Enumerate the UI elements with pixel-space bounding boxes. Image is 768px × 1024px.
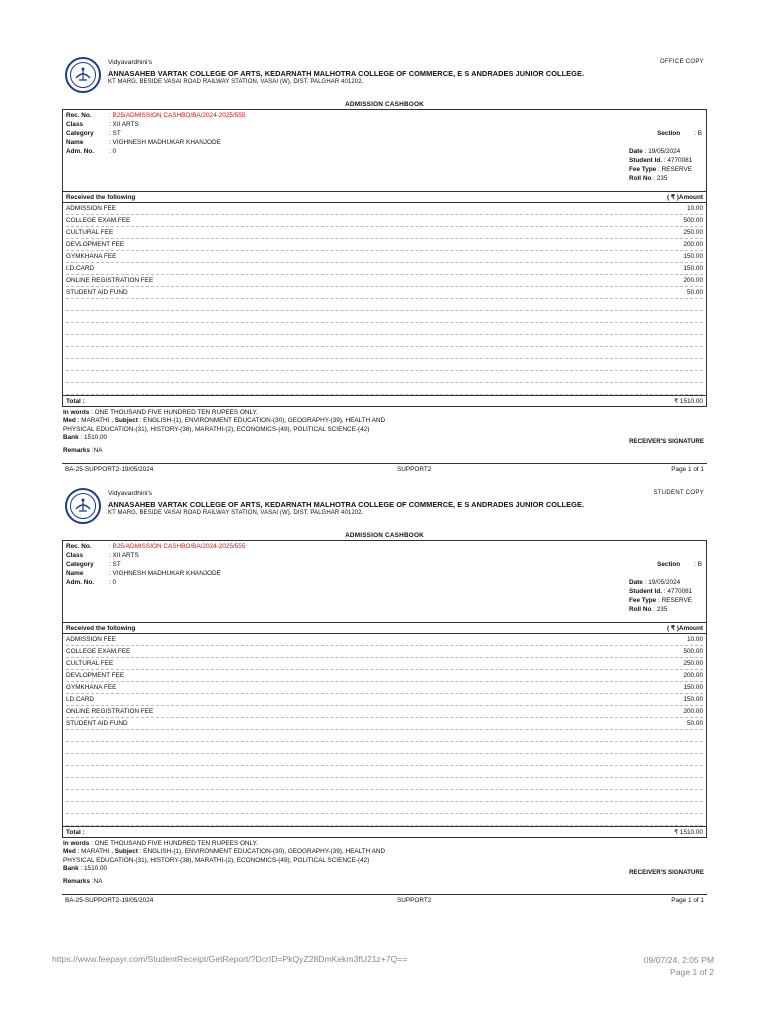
section-label: Section (657, 130, 681, 137)
total-amount: ₹ 1510.00 (674, 829, 703, 836)
fee-line (66, 347, 703, 359)
receipt-ref: BA-25-SUPPORT2-19/05/2024 (65, 466, 154, 473)
fee-line (66, 742, 703, 754)
fee-line (66, 754, 703, 766)
subject-value-cont: PHYSICAL EDUCATION-(31), HISTORY-(38), MARATHI-(2), ECONOMICS-(49), POLITICAL SCIENCE-(42) (63, 425, 370, 433)
fee-label: I.D.CARD (66, 265, 95, 272)
fee-line (66, 706, 703, 718)
class-value: : XII ARTS (109, 552, 139, 559)
receipt-page: Page 1 of 1 (671, 897, 704, 904)
date-value: : 19/05/2024 (644, 148, 681, 155)
section-value: : B (694, 130, 702, 137)
category-value: : ST (109, 561, 121, 568)
subject-label: Subject (114, 848, 138, 856)
student-info (63, 110, 706, 192)
fee-amount: 200.00 (683, 241, 703, 248)
fee-label: CULTURAL FEE (66, 229, 114, 236)
fee-table-header (63, 623, 706, 634)
fee-line (66, 287, 703, 299)
rec-no-label: Rec. No. (66, 543, 92, 550)
fee-label: I.D.CARD (66, 696, 95, 703)
receipt-meta (629, 578, 702, 614)
receipt-footer (62, 407, 707, 463)
total-row (63, 395, 706, 406)
category-value: : ST (109, 130, 121, 137)
student-id-label: Student Id. (629, 157, 663, 164)
fee-line (66, 766, 703, 778)
receipt-header (62, 55, 707, 100)
trust-name: Vidyavardhini's (108, 59, 153, 66)
total-amount: ₹ 1510.00 (674, 398, 703, 405)
category-label: Category (66, 561, 94, 568)
fee-line (66, 730, 703, 742)
med-label: Med (63, 848, 76, 856)
receipt-user: SUPPORT2 (397, 897, 432, 904)
fee-amount: 200.00 (683, 708, 703, 715)
fee-label: COLLEGE EXAM.FEE (66, 217, 131, 224)
remarks-value: :NA (91, 446, 103, 454)
fee-line (66, 658, 703, 670)
fee-lines (63, 203, 706, 395)
fee-amount: 150.00 (683, 684, 703, 691)
fee-amount: 250.00 (683, 660, 703, 667)
remarks-label: Remarks (63, 446, 91, 454)
total-label: Total : (66, 398, 85, 405)
receipt-bottom-bar (62, 463, 707, 475)
received-header: Received the following (66, 194, 136, 201)
name-label: Name (66, 139, 84, 146)
total-label: Total : (66, 829, 85, 836)
fee-label: GYMKHANA FEE (66, 253, 117, 260)
fee-line (66, 299, 703, 311)
in-words-value: : ONE THOUSAND FIVE HUNDRED TEN RUPEES ONLY. (91, 409, 258, 416)
section-title: ADMISSION CASHBOOK (345, 101, 424, 108)
amount-header: ( ₹ )Amount (666, 625, 703, 632)
fee-line (66, 311, 703, 323)
student-info (63, 541, 706, 623)
fee-label: ADMISSION FEE (66, 636, 117, 643)
fee-amount: 150.00 (683, 265, 703, 272)
receipt-meta (629, 147, 702, 183)
receipt-bottom-bar (62, 894, 707, 906)
remarks-label: Remarks (63, 877, 91, 885)
fee-line (66, 778, 703, 790)
roll-no-value: : 235 (653, 175, 668, 182)
adm-no-value: : 0 (109, 148, 117, 155)
fee-amount: 200.00 (683, 277, 703, 284)
name-value: : VIGHNESH MADHUKAR KHANJODE (109, 139, 221, 146)
fee-type-label: Fee Type (629, 597, 657, 604)
fee-line (66, 251, 703, 263)
adm-no-value: : 0 (109, 579, 117, 586)
fee-line (66, 203, 703, 215)
fee-line (66, 682, 703, 694)
fee-label: ONLINE REGISTRATION FEE (66, 708, 154, 715)
fee-table-header (63, 192, 706, 203)
in-words-label: In words (63, 409, 90, 416)
receipt-box (62, 540, 707, 838)
med-label: Med (63, 417, 76, 425)
amount-header: ( ₹ )Amount (666, 194, 703, 201)
fee-line (66, 634, 703, 646)
fee-amount: 10.00 (687, 636, 703, 643)
college-name: ANNASAHEB VARTAK COLLEGE OF ARTS, KEDARNATH MALHOTRA COLLEGE OF COMMERCE, E S ANDRADES JUNIOR COLLEGE. (108, 69, 585, 78)
remarks-value: :NA (91, 877, 103, 885)
fee-label: DEVLOPMENT FEE (66, 672, 125, 679)
fee-line (66, 814, 703, 826)
received-header: Received the following (66, 625, 136, 632)
med-value: : MARATHI , (77, 417, 113, 425)
class-label: Class (66, 552, 84, 559)
fee-line (66, 383, 703, 395)
receipt-ref: BA-25-SUPPORT2-19/05/2024 (65, 897, 154, 904)
fee-label: DEVLOPMENT FEE (66, 241, 125, 248)
fee-line (66, 670, 703, 682)
copy-label: STUDENT COPY (653, 490, 704, 496)
college-address: KT MARG, BESIDE VASAI ROAD RAILWAY STATION, VASAI (W), DIST. PALGHAR 401202. (108, 79, 364, 85)
name-value: : VIGHNESH MADHUKAR KHANJODE (109, 570, 221, 577)
receipt-footer (62, 838, 707, 894)
browser-print-info (644, 954, 714, 978)
fee-line (66, 718, 703, 730)
fee-line (66, 802, 703, 814)
subject-value: : ENGLISH-(1), ENVIRONMENT EDUCATION-(30), GEOGRAPHY-(39), HEALTH AND (139, 848, 386, 856)
student-id-value: : 4770081 (663, 588, 693, 595)
fee-line (66, 371, 703, 383)
fee-type-value: : RESERVE (658, 166, 692, 173)
rec-no-label: Rec. No. (66, 112, 92, 119)
college-logo-icon (65, 488, 101, 524)
category-label: Category (66, 130, 94, 137)
fee-amount: 150.00 (683, 253, 703, 260)
college-name: ANNASAHEB VARTAK COLLEGE OF ARTS, KEDARNATH MALHOTRA COLLEGE OF COMMERCE, E S ANDRADES JUNIOR COLLEGE. (108, 500, 585, 509)
student-id-label: Student Id. (629, 588, 663, 595)
bank-value: : 1510.00 (80, 865, 108, 873)
fee-label: ONLINE REGISTRATION FEE (66, 277, 154, 284)
bank-value: : 1510.00 (80, 434, 108, 442)
college-address: KT MARG, BESIDE VASAI ROAD RAILWAY STATION, VASAI (W), DIST. PALGHAR 401202. (108, 510, 364, 516)
section-field (657, 129, 702, 138)
subject-value: : ENGLISH-(1), ENVIRONMENT EDUCATION-(30), GEOGRAPHY-(39), HEALTH AND (139, 417, 386, 425)
receipt-box (62, 109, 707, 407)
office-copy-receipt (62, 55, 707, 475)
receiver-signature: RECEIVER'S SIGNATURE (629, 438, 704, 445)
rec-no-value: : B25/ADMISSION CASHBO/BA/2024-2025/555 (109, 112, 246, 119)
browser-url: https://www.feepayr.com/StudentReceipt/GetReport/?DcrID=PkQyZ28DmKekm3fU21z+7Q== (52, 954, 408, 964)
receipt-user: SUPPORT2 (397, 466, 432, 473)
fee-label: STUDENT AID FUND (66, 720, 128, 727)
fee-amount: 500.00 (683, 648, 703, 655)
fee-line (66, 239, 703, 251)
bank-label: Bank (63, 865, 79, 873)
fee-line (66, 227, 703, 239)
section-label: Section (657, 561, 681, 568)
print-page: Page 1 of 2 (670, 967, 714, 977)
name-label: Name (66, 570, 84, 577)
fee-line (66, 275, 703, 287)
fee-line (66, 694, 703, 706)
roll-no-value: : 235 (653, 606, 668, 613)
date-value: : 19/05/2024 (644, 579, 681, 586)
med-value: : MARATHI , (77, 848, 113, 856)
fee-line (66, 790, 703, 802)
adm-no-label: Adm. No. (66, 579, 95, 586)
total-row (63, 826, 706, 837)
section-value: : B (694, 561, 702, 568)
student-copy-receipt (62, 486, 707, 906)
fee-line (66, 215, 703, 227)
fee-line (66, 646, 703, 658)
fee-lines (63, 634, 706, 826)
bank-label: Bank (63, 434, 79, 442)
section-title: ADMISSION CASHBOOK (345, 532, 424, 539)
fee-line (66, 335, 703, 347)
class-label: Class (66, 121, 84, 128)
fee-amount: 50.00 (687, 720, 703, 727)
in-words-value: : ONE THOUSAND FIVE HUNDRED TEN RUPEES ONLY. (91, 840, 258, 847)
section-field (657, 560, 702, 569)
receipt-page: Page 1 of 1 (671, 466, 704, 473)
fee-type-label: Fee Type (629, 166, 657, 173)
in-words-label: In words (63, 840, 90, 847)
fee-line (66, 359, 703, 371)
roll-no-label: Roll No (629, 175, 652, 182)
fee-type-value: : RESERVE (658, 597, 692, 604)
fee-label: STUDENT AID FUND (66, 289, 128, 296)
class-value: : XII ARTS (109, 121, 139, 128)
copy-label: OFFICE COPY (660, 59, 704, 65)
college-logo-icon (65, 57, 101, 93)
fee-amount: 50.00 (687, 289, 703, 296)
trust-name: Vidyavardhini's (108, 490, 153, 497)
receiver-signature: RECEIVER'S SIGNATURE (629, 869, 704, 876)
rec-no-value: : B25/ADMISSION CASHBO/BA/2024-2025/555 (109, 543, 246, 550)
fee-amount: 150.00 (683, 696, 703, 703)
fee-label: GYMKHANA FEE (66, 684, 117, 691)
fee-amount: 200.00 (683, 672, 703, 679)
fee-line (66, 323, 703, 335)
roll-no-label: Roll No (629, 606, 652, 613)
print-datetime: 09/07/24, 2:05 PM (643, 955, 714, 965)
date-label: Date (629, 148, 643, 155)
date-label: Date (629, 579, 643, 586)
fee-label: COLLEGE EXAM.FEE (66, 648, 131, 655)
fee-line (66, 263, 703, 275)
student-id-value: : 4770081 (663, 157, 693, 164)
fee-amount: 10.00 (687, 205, 703, 212)
adm-no-label: Adm. No. (66, 148, 95, 155)
subject-label: Subject (114, 417, 138, 425)
fee-amount: 250.00 (683, 229, 703, 236)
fee-label: ADMISSION FEE (66, 205, 117, 212)
fee-label: CULTURAL FEE (66, 660, 114, 667)
fee-amount: 500.00 (683, 217, 703, 224)
subject-value-cont: PHYSICAL EDUCATION-(31), HISTORY-(38), MARATHI-(2), ECONOMICS-(49), POLITICAL SCIENCE-(42) (63, 856, 370, 864)
receipt-header (62, 486, 707, 531)
